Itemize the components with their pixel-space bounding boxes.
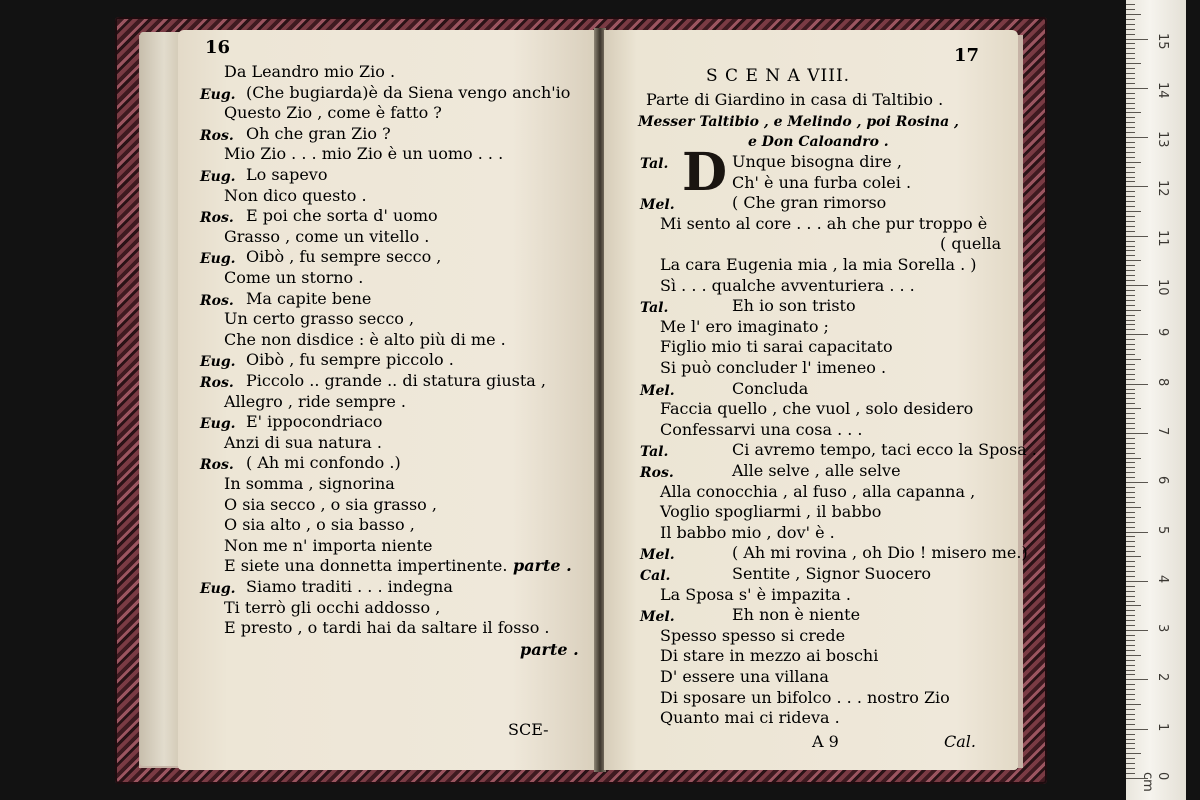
ruler-tick: [1126, 448, 1135, 449]
speaker-label: Mel.: [640, 547, 675, 564]
ruler-tick: [1126, 418, 1135, 419]
ruler-tick: [1126, 389, 1135, 390]
verse-line: Di stare in mezzo ai boschi: [660, 646, 879, 666]
ruler-tick: [1126, 9, 1135, 10]
speaker-label: Eug.: [200, 169, 236, 185]
ruler-tick: [1126, 142, 1135, 143]
ruler-tick: [1126, 670, 1135, 671]
ruler-tick: [1126, 472, 1135, 473]
catchword-left: SCE-: [508, 720, 549, 739]
ruler-tick: [1126, 576, 1135, 577]
ruler-tick: [1126, 329, 1135, 330]
verse-line: Anzi di sua natura .: [224, 432, 383, 452]
ruler-tick: [1126, 699, 1135, 700]
ruler-tick: [1126, 221, 1135, 222]
ruler-tick: [1126, 305, 1135, 306]
ruler-tick: [1126, 122, 1135, 123]
ruler-tick: [1126, 453, 1135, 454]
ruler-tick: [1126, 103, 1135, 104]
verse-line: Voglio spogliarmi , il babbo: [660, 502, 882, 522]
ruler-tick: [1126, 650, 1135, 651]
ruler-tick: [1126, 211, 1141, 212]
ruler-tick: [1126, 591, 1135, 592]
verse-line: Allegro , ride sempre .: [224, 391, 406, 411]
verse-line: ( Ah mi rovina , oh Dio ! misero me.): [732, 543, 1028, 563]
ruler-tick: [1126, 408, 1141, 409]
ruler-tick: [1126, 339, 1135, 340]
verse-line: Mio Zio . . . mio Zio è un uomo . . .: [224, 144, 504, 164]
ruler-tick: [1126, 393, 1135, 394]
ruler-tick: [1126, 14, 1141, 15]
verse-line: Ci avremo tempo, taci ecco la Sposa .: [732, 440, 1037, 460]
page-number-left: 16: [205, 37, 231, 58]
ruler-label: 4: [1155, 574, 1170, 584]
ruler-tick: [1126, 482, 1148, 483]
ruler-tick: [1126, 290, 1135, 291]
ruler-tick: [1126, 201, 1135, 202]
ruler-tick: [1126, 581, 1148, 582]
ruler-tick: [1126, 226, 1135, 227]
speaker-label: Tal.: [640, 156, 669, 172]
ruler-tick: [1126, 571, 1135, 572]
ruler-tick: [1126, 255, 1135, 256]
ruler-tick: [1126, 413, 1135, 414]
ruler-tick: [1126, 172, 1135, 173]
ruler-label: 15: [1155, 32, 1170, 50]
ruler-tick: [1126, 655, 1141, 656]
ruler-tick: [1126, 162, 1141, 163]
ruler-tick: [1126, 374, 1135, 375]
ruler-tick: [1126, 310, 1141, 311]
ruler-tick: [1126, 369, 1135, 370]
speaker-label: Mel.: [640, 382, 675, 399]
verse-line: Ti terrò gli occhi addosso ,: [224, 597, 441, 617]
speaker-label: Ros.: [200, 292, 234, 309]
ruler-tick: [1126, 601, 1135, 602]
ruler-tick: [1126, 561, 1135, 562]
ruler-tick: [1126, 532, 1148, 533]
page-number-right: 17: [954, 45, 980, 66]
ruler-tick: [1126, 541, 1135, 542]
ruler-tick: [1126, 403, 1135, 404]
verse-line: Sentite , Signor Suocero: [732, 564, 932, 583]
speaker-label: Mel.: [640, 197, 675, 214]
ruler-tick: [1126, 137, 1148, 138]
verse-line: Piccolo .. grande .. di statura giusta ,: [246, 371, 546, 390]
ruler-tick: [1126, 43, 1135, 44]
speaker-label: Eug.: [200, 86, 236, 103]
ruler-tick: [1126, 63, 1141, 64]
verse-line: Eh non è niente: [732, 605, 861, 625]
ruler-tick: [1126, 334, 1148, 335]
ruler-label: 2: [1155, 673, 1170, 682]
ruler-label: 5: [1155, 525, 1170, 534]
signature-mark: A 9: [812, 732, 839, 751]
ruler-tick: [1126, 315, 1135, 316]
ruler-tick: [1126, 443, 1135, 444]
ruler-tick: [1126, 157, 1135, 158]
ruler-tick: [1126, 625, 1135, 626]
ruler-tick: [1126, 260, 1141, 261]
ruler-tick: [1126, 709, 1135, 710]
ruler-tick: [1126, 58, 1135, 59]
ruler-tick: [1126, 275, 1135, 276]
ruler-tick: [1126, 566, 1135, 567]
verse-line: Lo sapevo: [246, 165, 328, 184]
exit-direction: parte .: [520, 640, 579, 659]
ruler-tick: [1126, 265, 1135, 266]
ruler-tick: [1126, 729, 1148, 730]
ruler-tick: [1126, 640, 1135, 641]
ruler-tick: [1126, 497, 1135, 498]
verse-line: ( Ah mi confondo .): [246, 453, 401, 473]
ruler-tick: [1126, 300, 1135, 301]
verse-line: Da Leandro mio Zio .: [224, 62, 396, 81]
ruler-tick: [1126, 236, 1148, 237]
ruler-tick: [1126, 29, 1135, 30]
verse-line: Come un storno .: [224, 268, 364, 287]
ruler-tick: [1126, 438, 1135, 439]
verse-line: Di sposare un bifolco . . . nostro Zio: [660, 687, 950, 707]
speaker-label: Eug.: [200, 354, 236, 371]
ruler-tick: [1126, 108, 1135, 109]
ruler-tick: [1126, 241, 1135, 242]
verse-line: La cara Eugenia mia , la mia Sorella . ): [660, 255, 977, 274]
catchword-right: Cal.: [944, 732, 976, 751]
ruler-tick: [1126, 610, 1135, 611]
ruler-tick: [1126, 679, 1148, 680]
speaker-label: Ros.: [200, 210, 234, 227]
verse-line: In somma , signorina: [224, 474, 395, 493]
flyleaf: [140, 32, 180, 766]
verse-line: Unque bisogna dire ,: [732, 152, 902, 171]
ruler-label: 14: [1155, 81, 1170, 99]
verse-line: Un certo grasso secco ,: [224, 309, 415, 329]
ruler-tick: [1126, 596, 1135, 597]
ruler-tick: [1126, 684, 1135, 685]
scene-setting: Parte di Giardino in casa di Taltibio .: [646, 90, 944, 109]
verse-line: Ma capite bene: [246, 288, 372, 308]
ruler-tick: [1126, 743, 1135, 744]
ruler-tick: [1126, 295, 1135, 296]
ruler-tick: [1126, 527, 1135, 528]
ruler-tick: [1126, 206, 1135, 207]
ruler-tick: [1126, 344, 1135, 345]
ruler-tick: [1126, 117, 1135, 118]
ruler-tick: [1126, 694, 1135, 695]
ruler-tick: [1126, 758, 1135, 759]
ruler-tick: [1126, 512, 1135, 513]
ruler-tick: [1126, 704, 1141, 705]
ruler-tick: [1126, 507, 1141, 508]
verse-line: Che non disdice : è alto più di me .: [224, 329, 506, 349]
ruler-label: 11: [1155, 229, 1170, 247]
ruler-tick: [1126, 320, 1135, 321]
ruler-tick: [1126, 98, 1135, 99]
verse-line: Il babbo mio , dov' è .: [660, 522, 835, 542]
ruler-tick: [1126, 34, 1135, 35]
verse-line: Confessarvi una cosa . . .: [660, 419, 863, 439]
ruler-tick: [1126, 605, 1141, 606]
ruler-tick: [1126, 191, 1135, 192]
ruler-tick: [1126, 196, 1135, 197]
verse-line: Figlio mio ti sarai capacitato: [660, 337, 893, 357]
ruler-tick: [1126, 246, 1135, 247]
ruler-tick: [1126, 19, 1135, 20]
verse-line: ( Che gran rimorso: [732, 193, 887, 213]
verse-line: Faccia quello , che vuol , solo desidero: [660, 399, 974, 419]
ruler-tick: [1126, 536, 1135, 537]
ruler-tick: [1126, 88, 1148, 89]
ruler-tick: [1126, 635, 1135, 636]
ruler-tick: [1126, 620, 1135, 621]
ruler-tick: [1126, 423, 1135, 424]
ruler-tick: [1126, 487, 1135, 488]
ruler-label: 1: [1155, 722, 1170, 731]
ruler-tick: [1126, 433, 1148, 434]
ruler-tick: [1126, 127, 1135, 128]
ruler-tick: [1126, 586, 1135, 587]
verse-line: Non dico questo .: [224, 185, 367, 205]
ruler-tick: [1126, 724, 1135, 725]
verse-line: Sì . . . qualche avventuriera . . .: [660, 275, 915, 295]
ruler-tick: [1126, 53, 1135, 54]
verse-line: Grasso , come un vitello .: [224, 226, 430, 246]
ruler-tick: [1126, 324, 1135, 325]
ruler-tick: [1126, 522, 1135, 523]
ruler-tick: [1126, 428, 1135, 429]
scene-characters-cont: e Don Caloandro .: [748, 134, 889, 150]
verse-line: O sia alto , o sia basso ,: [224, 515, 415, 535]
verse-line: O sia secco , o sia grasso ,: [224, 494, 437, 514]
ruler-label: 9: [1155, 328, 1170, 337]
ruler-tick: [1126, 231, 1135, 232]
ruler-tick: [1126, 753, 1141, 754]
ruler-tick: [1126, 665, 1135, 666]
verse-line: Oibò , fu sempre secco ,: [246, 247, 442, 267]
scene-title: S C E N A VIII.: [706, 66, 851, 86]
speaker-label: Ros.: [200, 375, 234, 391]
ruler-tick: [1126, 39, 1148, 40]
ruler-tick: [1126, 177, 1135, 178]
speaker-label: Eug.: [200, 251, 236, 268]
ruler-tick: [1126, 285, 1148, 286]
verse-line: La Sposa s' è impazita .: [660, 584, 851, 604]
verse-line: Non me n' importa niente: [224, 535, 433, 555]
ruler-tick: [1126, 763, 1135, 764]
ruler-tick: [1126, 48, 1135, 49]
verse-line: Mi sento al core . . . ah che pur troppo è: [660, 213, 988, 233]
speaker-label: Eug.: [200, 581, 236, 597]
verse-line: Spesso spesso si crede: [660, 625, 846, 645]
ruler-tick: [1126, 773, 1135, 774]
verse-line: Questo Zio , come è fatto ?: [224, 103, 442, 123]
ruler-tick: [1126, 73, 1135, 74]
speaker-label: Tal.: [640, 300, 669, 317]
verse-line: (Che bugiarda)è da Siena vengo anch'io: [246, 82, 571, 102]
ruler-label: 12: [1155, 180, 1170, 197]
ruler-tick: [1126, 379, 1135, 380]
verse-line: Eh io son tristo: [732, 296, 856, 316]
ruler-tick: [1126, 280, 1135, 281]
ruler-tick: [1126, 714, 1135, 715]
ruler-tick: [1126, 674, 1135, 675]
ruler-tick: [1126, 354, 1135, 355]
verse-line: Quanto mai ci rideva .: [660, 708, 840, 728]
ruler-tick: [1126, 734, 1135, 735]
ruler-tick: [1126, 167, 1135, 168]
ruler-tick: [1126, 615, 1135, 616]
ruler-tick: [1126, 364, 1135, 365]
ruler-tick: [1126, 739, 1135, 740]
ruler-label: 13: [1155, 131, 1170, 148]
verse-line: ( quella: [940, 234, 1002, 254]
verse-line: Oibò , fu sempre piccolo .: [246, 350, 454, 370]
ruler-tick: [1126, 517, 1135, 518]
verse-line: E presto , o tardi hai da saltare il fosso .: [224, 618, 550, 638]
ruler-tick: [1126, 349, 1135, 350]
ruler-tick: [1126, 24, 1135, 25]
ruler-tick: [1126, 93, 1135, 94]
ruler-tick: [1126, 502, 1135, 503]
ruler-tick: [1126, 398, 1135, 399]
ruler-tick: [1126, 492, 1135, 493]
ruler-tick: [1126, 748, 1135, 749]
ruler-label: 3: [1155, 624, 1170, 633]
ruler-tick: [1126, 462, 1135, 463]
exit-direction-inline: parte .: [507, 556, 572, 576]
verse-line: Ch' è una furba colei .: [732, 172, 912, 192]
ruler-label: 8: [1155, 377, 1170, 386]
ruler-tick: [1126, 83, 1135, 84]
verse-line: E siete una donnetta impertinente. parte .: [224, 556, 572, 576]
ruler-label: 7: [1155, 426, 1170, 436]
ruler-tick: [1126, 68, 1135, 69]
ruler-label: 10: [1155, 279, 1170, 296]
ruler-label: 6: [1155, 476, 1170, 485]
ruler-tick: [1126, 152, 1135, 153]
ruler-tick: [1126, 132, 1135, 133]
ruler-tick: [1126, 4, 1135, 5]
measuring-ruler: [1126, 0, 1186, 800]
ruler-tick: [1126, 556, 1141, 557]
ruler-label: 0 cm: [1140, 772, 1170, 792]
ruler-tick: [1126, 689, 1135, 690]
speaker-label: Tal.: [640, 444, 669, 461]
ruler-tick: [1126, 181, 1135, 182]
ruler-tick: [1126, 467, 1135, 468]
verse-line: Alle selve , alle selve: [732, 461, 901, 480]
ruler-tick: [1126, 458, 1141, 459]
ruler-tick: [1126, 477, 1135, 478]
drop-cap: D: [682, 142, 728, 203]
ruler-tick: [1126, 359, 1141, 360]
speaker-label: Mel.: [640, 609, 675, 626]
ruler-tick: [1126, 660, 1135, 661]
ruler-tick: [1126, 768, 1135, 769]
verse-line: Concluda: [732, 378, 809, 398]
verse-line: Oh che gran Zio ?: [246, 123, 391, 143]
verse-line: E' ippocondriaco: [246, 412, 383, 432]
verse-line: Me l' ero imaginato ;: [660, 316, 829, 336]
verse-line: E poi che sorta d' uomo: [246, 206, 438, 226]
ruler-tick: [1126, 645, 1135, 646]
ruler-tick: [1126, 147, 1135, 148]
scene-characters: Messer Taltibio , e Melindo , poi Rosina ,: [638, 114, 959, 130]
ruler-tick: [1126, 250, 1135, 251]
speaker-label: Ros.: [200, 127, 234, 144]
ruler-tick: [1126, 78, 1135, 79]
ruler-tick: [1126, 112, 1141, 113]
ruler-tick: [1126, 719, 1135, 720]
speaker-label: Ros.: [640, 465, 674, 481]
ruler-tick: [1126, 384, 1148, 385]
ruler-tick: [1126, 270, 1135, 271]
verse-line: Si può concluder l' imeneo .: [660, 358, 887, 377]
speaker-label: Cal.: [640, 568, 671, 584]
ruler-tick: [1126, 551, 1135, 552]
verse-line: D' essere una villana: [660, 667, 829, 686]
ruler-tick: [1126, 546, 1135, 547]
verse-line: Alla conocchia , al fuso , alla capanna ,: [660, 481, 976, 501]
ruler-tick: [1126, 186, 1148, 187]
speaker-label: Eug.: [200, 416, 236, 433]
verse-line: Siamo traditi . . . indegna: [246, 577, 453, 596]
ruler-tick: [1126, 630, 1148, 631]
speaker-label: Ros.: [200, 457, 234, 474]
ruler-tick: [1126, 216, 1135, 217]
